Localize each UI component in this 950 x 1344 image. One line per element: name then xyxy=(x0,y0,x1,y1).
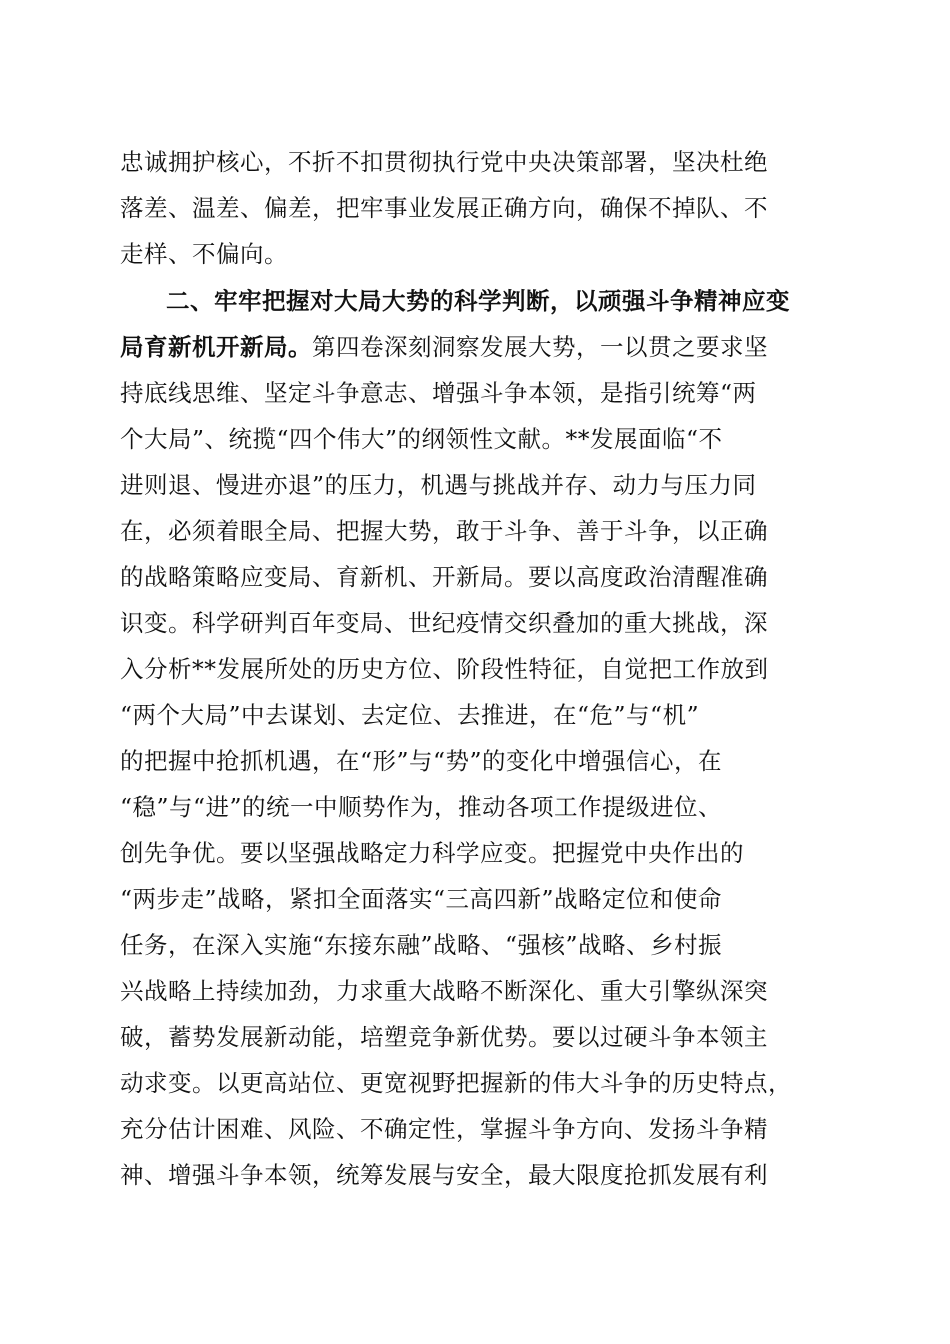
paragraph-1-line-3: 走样、不偏向。 xyxy=(120,240,288,268)
paragraph-2-line: 破，蓄势发展新动能，培塑竞争新优势。要以过硬斗争本领主 xyxy=(120,1023,768,1051)
paragraph-2-line: 任务，在深入实施“东接东融”战略、“强核”战略、乡村振 xyxy=(120,931,723,959)
paragraph-2-line: 入分析**发展所处的历史方位、阶段性特征，自觉把工作放到 xyxy=(120,655,769,683)
paragraph-2-line: “两步走”战略，紧扣全面落实“三高四新”战略定位和使命 xyxy=(120,885,723,913)
section-heading-line-1: 二、牢牢把握对大局大势的科学判断，以顽强斗争精神应变 xyxy=(166,287,790,315)
paragraph-2-line: 的战略策略应变局、育新机、开新局。要以高度政治清醒准确 xyxy=(120,563,768,591)
paragraph-2-line: 兴战略上持续加劲，力求重大战略不断深化、重大引擎纵深突 xyxy=(120,977,768,1005)
paragraph-2-line: 动求变。以更高站位、更宽视野把握新的伟大斗争的历史特点， xyxy=(120,1069,792,1097)
paragraph-1-line-2: 落差、温差、偏差，把牢事业发展正确方向，确保不掉队、不 xyxy=(120,194,768,222)
paragraph-2-line: 的把握中抢抓机遇，在“形”与“势”的变化中增强信心，在 xyxy=(120,747,723,775)
paragraph-2-line: 识变。科学研判百年变局、世纪疫情交织叠加的重大挑战，深 xyxy=(120,609,768,637)
paragraph-2-line: “两个大局”中去谋划、去定位、去推进，在“危”与“机” xyxy=(120,701,700,729)
paragraph-2-line: 个大局”、统揽“四个伟大”的纲领性文献。**发展面临“不 xyxy=(120,425,723,453)
paragraph-2-line: 充分估计困难、风险、不确定性，掌握斗争方向、发扬斗争精 xyxy=(120,1115,768,1143)
paragraph-2-line: 在，必须着眼全局、把握大势，敢于斗争、善于斗争，以正确 xyxy=(120,517,768,545)
paragraph-2-line: 进则退、慢进亦退”的压力，机遇与挑战并存、动力与压力同 xyxy=(120,471,757,499)
paragraph-2-line: 创先争优。要以坚强战略定力科学应变。把握党中央作出的 xyxy=(120,839,744,867)
paragraph-2-line: 持底线思维、坚定斗争意志、增强斗争本领，是指引统筹“两 xyxy=(120,379,757,407)
paragraph-2-line: “稳”与“进”的统一中顺势作为，推动各项工作提级进位、 xyxy=(120,793,723,821)
paragraph-2-line-2-body: 第四卷深刻洞察发展大势，一以贯之要求坚 xyxy=(312,333,768,361)
section-heading-line-2: 局育新机开新局。 xyxy=(120,333,312,361)
paragraph-2-line: 神、增强斗争本领，统筹发展与安全，最大限度抢抓发展有利 xyxy=(120,1161,768,1189)
paragraph-2-line-2 xyxy=(120,327,840,367)
paragraph-1-line-1: 忠诚拥护核心，不折不扣贯彻执行党中央决策部署，坚决杜绝 xyxy=(120,148,768,176)
